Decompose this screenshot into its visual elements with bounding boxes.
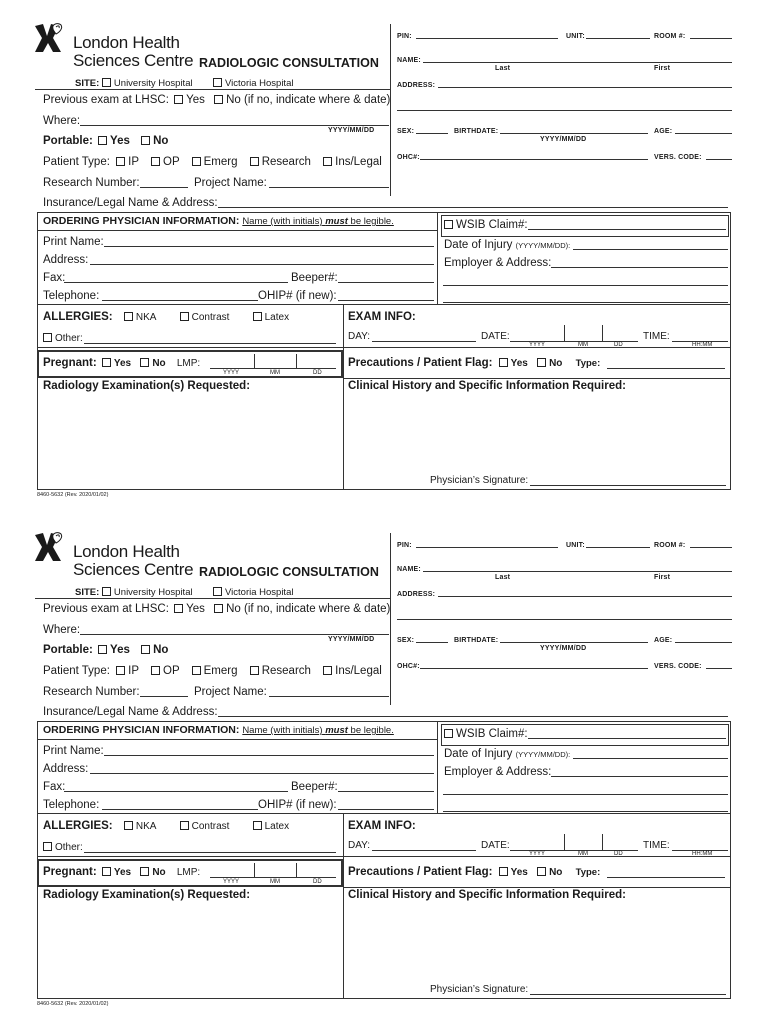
patient-address-field-2[interactable] bbox=[397, 110, 732, 111]
allergy-other-checkbox[interactable] bbox=[43, 333, 52, 342]
previous-exam-label: Previous exam at LHSC: bbox=[43, 94, 169, 106]
telephone-label: Telephone: bbox=[43, 290, 100, 302]
patient-type-research-checkbox[interactable] bbox=[250, 157, 259, 166]
ohip-field[interactable] bbox=[338, 300, 434, 301]
site-row bbox=[75, 587, 193, 598]
form-number: 8460-5632 (Rev. 2020/01/02) bbox=[37, 492, 109, 498]
consultation-form-top bbox=[0, 0, 770, 505]
ordering-header-label: ORDERING PHYSICIAN INFORMATION: bbox=[43, 724, 240, 736]
allergy-latex-checkbox[interactable] bbox=[253, 821, 262, 830]
exam-info-label: EXAM INFO: bbox=[348, 820, 416, 832]
patient-type-research-checkbox[interactable] bbox=[250, 666, 259, 675]
room-label: ROOM #: bbox=[654, 33, 686, 40]
form-title: RADIOLOGIC CONSULTATION bbox=[199, 56, 379, 70]
injury-date-field[interactable] bbox=[573, 249, 728, 250]
ordering-header-label: ORDERING PHYSICIAN INFORMATION: bbox=[43, 215, 240, 227]
patient-address-label: ADDRESS: bbox=[397, 591, 436, 598]
patient-type-research-label: Research bbox=[261, 665, 311, 677]
print-name-field[interactable] bbox=[104, 755, 434, 756]
ohc-label: OHC#: bbox=[397, 154, 420, 161]
previous-exam-yes-checkbox[interactable] bbox=[174, 604, 183, 613]
ohc-field[interactable] bbox=[420, 159, 648, 160]
previous-exam-yes-label: Yes bbox=[186, 603, 205, 615]
allergy-nka-checkbox[interactable] bbox=[124, 312, 133, 321]
patient-address-field-1[interactable] bbox=[438, 87, 732, 88]
precautions-type-label: Type: bbox=[575, 867, 601, 878]
allergies-row bbox=[43, 821, 289, 833]
patient-type-op-checkbox[interactable] bbox=[151, 157, 160, 166]
allergy-other-field[interactable] bbox=[84, 852, 336, 853]
patient-type-emerg-label: Emerg bbox=[203, 156, 238, 168]
clinical-history-label: Clinical History and Specific Information Required: bbox=[348, 889, 626, 901]
wsib-claim-row bbox=[444, 729, 528, 741]
first-name-caption: First bbox=[654, 65, 671, 72]
portable-row bbox=[43, 136, 168, 148]
project-name-field[interactable] bbox=[269, 696, 389, 697]
exam-time-label: TIME: bbox=[643, 331, 670, 342]
allergy-other-checkbox[interactable] bbox=[43, 842, 52, 851]
insurance-field[interactable] bbox=[218, 207, 728, 208]
ohip-label: OHIP# (if new): bbox=[258, 799, 337, 811]
injury-date-field[interactable] bbox=[573, 758, 728, 759]
exam-day-label: DAY: bbox=[348, 331, 371, 342]
exam-date-mm: MM bbox=[578, 342, 588, 348]
wsib-claim-checkbox[interactable] bbox=[444, 729, 453, 738]
ordering-header bbox=[43, 725, 394, 736]
lhsc-logo-icon bbox=[33, 22, 69, 54]
precautions-yes-label: Yes bbox=[510, 358, 528, 369]
wsib-claim-label: WSIB Claim#: bbox=[456, 728, 528, 740]
patient-address-field-1[interactable] bbox=[438, 596, 732, 597]
allergy-other-label: Other: bbox=[55, 842, 83, 853]
site-university-checkbox[interactable] bbox=[102, 78, 111, 87]
pregnant-yes-checkbox[interactable] bbox=[102, 358, 111, 367]
clinical-history-area[interactable] bbox=[346, 395, 726, 465]
project-name-label: Project Name: bbox=[194, 177, 267, 189]
previous-exam-row bbox=[43, 604, 390, 616]
lhsc-logo-icon bbox=[33, 531, 69, 563]
allergies-row bbox=[43, 312, 289, 324]
birthdate-format: YYYY/MM/DD bbox=[540, 136, 587, 143]
vers-code-label: VERS. CODE: bbox=[654, 663, 702, 670]
portable-yes-label: Yes bbox=[110, 644, 130, 656]
birthdate-field[interactable] bbox=[500, 133, 648, 134]
sex-field[interactable] bbox=[416, 133, 448, 134]
lmp-label: LMP: bbox=[176, 867, 201, 878]
physician-address-label: Address: bbox=[43, 763, 89, 775]
pregnant-row bbox=[43, 358, 200, 370]
wsib-claim-field[interactable] bbox=[528, 738, 726, 739]
room-field[interactable] bbox=[690, 547, 732, 548]
exam-time-label: TIME: bbox=[643, 840, 670, 851]
allergy-nka-label: NKA bbox=[135, 312, 157, 323]
room-field[interactable] bbox=[690, 38, 732, 39]
employer-label: Employer & Address: bbox=[444, 257, 552, 269]
physician-address-field[interactable] bbox=[90, 264, 434, 265]
wsib-claim-field[interactable] bbox=[528, 229, 726, 230]
previous-exam-no-label: No (if no, indicate where & date) bbox=[226, 94, 391, 106]
employer-field-3[interactable] bbox=[443, 302, 728, 303]
allergies-label: ALLERGIES: bbox=[43, 820, 113, 832]
site-label: SITE: bbox=[75, 78, 100, 89]
employer-field-3[interactable] bbox=[443, 811, 728, 812]
previous-exam-row bbox=[43, 95, 390, 107]
ordering-note: Name (with initials) must be legible. bbox=[242, 216, 394, 227]
employer-label: Employer & Address: bbox=[444, 766, 552, 778]
telephone-field[interactable] bbox=[102, 809, 258, 810]
precautions-yes-checkbox[interactable] bbox=[499, 867, 508, 876]
exam-day-field[interactable] bbox=[372, 850, 476, 851]
age-label: AGE: bbox=[654, 128, 673, 135]
sex-label: SEX: bbox=[397, 128, 415, 135]
precautions-no-label: No bbox=[549, 358, 563, 369]
print-name-field[interactable] bbox=[104, 246, 434, 247]
pregnant-no-checkbox[interactable] bbox=[140, 867, 149, 876]
unit-field[interactable] bbox=[586, 547, 650, 548]
fax-field[interactable] bbox=[64, 791, 288, 792]
patient-type-ip-checkbox[interactable] bbox=[116, 157, 125, 166]
where-date-format: YYYY/MM/DD bbox=[328, 127, 375, 134]
birthdate-label: BIRTHDATE: bbox=[454, 128, 499, 135]
portable-no-checkbox[interactable] bbox=[141, 136, 150, 145]
precautions-type-field[interactable] bbox=[607, 368, 725, 369]
age-label: AGE: bbox=[654, 637, 673, 644]
lmp-dd: DD bbox=[313, 370, 322, 376]
patient-type-row bbox=[43, 157, 382, 169]
research-number-field[interactable] bbox=[140, 696, 188, 697]
age-field[interactable] bbox=[675, 133, 732, 134]
unit-field[interactable] bbox=[586, 38, 650, 39]
patient-type-research-label: Research bbox=[261, 156, 311, 168]
precautions-row bbox=[348, 358, 600, 370]
portable-label: Portable: bbox=[43, 135, 93, 147]
precautions-yes-checkbox[interactable] bbox=[499, 358, 508, 367]
allergy-contrast-label: Contrast bbox=[191, 312, 230, 323]
patient-type-ip-checkbox[interactable] bbox=[116, 666, 125, 675]
site-victoria-checkbox[interactable] bbox=[213, 78, 222, 87]
portable-row bbox=[43, 645, 168, 657]
brand-name-line1: London Health bbox=[73, 542, 180, 561]
precautions-no-label: No bbox=[549, 867, 563, 878]
research-number-field[interactable] bbox=[140, 187, 188, 188]
patient-type-ip-label: IP bbox=[128, 665, 139, 677]
exam-date-yyyy: YYYY bbox=[529, 851, 546, 857]
last-name-caption: Last bbox=[495, 65, 511, 72]
pregnant-row bbox=[43, 867, 200, 879]
pregnant-no-checkbox[interactable] bbox=[140, 358, 149, 367]
previous-exam-no-label: No (if no, indicate where & date) bbox=[226, 603, 391, 615]
brand-name-line2: Sciences Centre bbox=[73, 51, 194, 70]
research-number-label: Research Number: bbox=[43, 686, 140, 698]
patient-name-label: NAME: bbox=[397, 57, 421, 64]
unit-label: UNIT: bbox=[566, 33, 585, 40]
previous-exam-yes-label: Yes bbox=[186, 94, 205, 106]
allergies-label: ALLERGIES: bbox=[43, 311, 113, 323]
precautions-row bbox=[348, 867, 600, 879]
precautions-label: Precautions / Patient Flag: bbox=[348, 357, 493, 369]
pregnant-label: Pregnant: bbox=[43, 866, 97, 878]
birthdate-format: YYYY/MM/DD bbox=[540, 645, 587, 652]
lmp-mm: MM bbox=[270, 879, 280, 885]
lmp-dd: DD bbox=[313, 879, 322, 885]
allergy-nka-label: NKA bbox=[135, 821, 157, 832]
site-victoria-label: Victoria Hospital bbox=[225, 587, 294, 598]
exam-date-dd: DD bbox=[614, 342, 623, 348]
previous-exam-no-checkbox[interactable] bbox=[214, 95, 223, 104]
site-victoria-option bbox=[213, 587, 293, 598]
ohip-field[interactable] bbox=[338, 809, 434, 810]
portable-yes-checkbox[interactable] bbox=[98, 136, 107, 145]
patient-type-legal-label: Ins/Legal bbox=[335, 665, 382, 677]
exam-time-format: HH:MM bbox=[692, 342, 713, 348]
fax-field[interactable] bbox=[64, 282, 288, 283]
site-university-checkbox[interactable] bbox=[102, 587, 111, 596]
birthdate-field[interactable] bbox=[500, 642, 648, 643]
exam-info-label: EXAM INFO: bbox=[348, 311, 416, 323]
beeper-label: Beeper#: bbox=[291, 781, 338, 793]
patient-name-field[interactable] bbox=[423, 571, 732, 572]
where-label: Where: bbox=[43, 624, 81, 636]
patient-type-ip-label: IP bbox=[128, 156, 139, 168]
lmp-yyyy: YYYY bbox=[223, 879, 240, 885]
exam-date-dd: DD bbox=[614, 851, 623, 857]
site-university-label: University Hospital bbox=[113, 587, 193, 598]
site-victoria-label: Victoria Hospital bbox=[225, 78, 294, 89]
allergy-contrast-checkbox[interactable] bbox=[180, 312, 189, 321]
patient-type-legal-checkbox[interactable] bbox=[323, 157, 332, 166]
ohip-label: OHIP# (if new): bbox=[258, 290, 337, 302]
allergy-contrast-checkbox[interactable] bbox=[180, 821, 189, 830]
injury-date-format: (YYYY/MM/DD): bbox=[515, 750, 571, 759]
precautions-yes-label: Yes bbox=[510, 867, 528, 878]
pregnant-yes-label: Yes bbox=[113, 358, 132, 369]
lmp-yyyy: YYYY bbox=[223, 370, 240, 376]
lmp-field[interactable] bbox=[210, 877, 336, 878]
where-field[interactable] bbox=[80, 125, 389, 126]
precautions-no-checkbox[interactable] bbox=[537, 358, 546, 367]
allergy-other-label: Other: bbox=[55, 333, 83, 344]
insurance-label: Insurance/Legal Name & Address: bbox=[43, 706, 218, 718]
signature-label: Physician’s Signature: bbox=[430, 475, 529, 486]
pregnant-yes-checkbox[interactable] bbox=[102, 867, 111, 876]
patient-address-label: ADDRESS: bbox=[397, 82, 436, 89]
exam-date-label: DATE: bbox=[481, 840, 510, 851]
pin-field[interactable] bbox=[416, 38, 558, 39]
research-number-label: Research Number: bbox=[43, 177, 140, 189]
injury-date-label: Date of Injury bbox=[444, 239, 513, 251]
patient-address-field-2[interactable] bbox=[397, 619, 732, 620]
previous-exam-yes-checkbox[interactable] bbox=[174, 95, 183, 104]
exam-date-label: DATE: bbox=[481, 331, 510, 342]
fax-label: Fax: bbox=[43, 272, 66, 284]
clinical-history-area[interactable] bbox=[346, 904, 726, 974]
patient-type-emerg-checkbox[interactable] bbox=[192, 157, 201, 166]
vers-code-field[interactable] bbox=[706, 159, 732, 160]
patient-type-legal-label: Ins/Legal bbox=[335, 156, 382, 168]
beeper-field[interactable] bbox=[338, 791, 434, 792]
patient-type-label: Patient Type: bbox=[43, 665, 110, 677]
form-title: RADIOLOGIC CONSULTATION bbox=[199, 565, 379, 579]
site-victoria-option bbox=[213, 78, 293, 89]
site-victoria-checkbox[interactable] bbox=[213, 587, 222, 596]
radiology-requested-label: Radiology Examination(s) Requested: bbox=[43, 380, 251, 392]
injury-date-row bbox=[444, 749, 570, 761]
pregnant-no-label: No bbox=[152, 358, 166, 369]
injury-date-label: Date of Injury bbox=[444, 748, 513, 760]
signature-field[interactable] bbox=[530, 994, 726, 995]
print-name-label: Print Name: bbox=[43, 236, 104, 248]
site-university-label: University Hospital bbox=[113, 78, 193, 89]
ohc-label: OHC#: bbox=[397, 663, 420, 670]
wsib-claim-checkbox[interactable] bbox=[444, 220, 453, 229]
sex-label: SEX: bbox=[397, 637, 415, 644]
lmp-mm: MM bbox=[270, 370, 280, 376]
precautions-type-label: Type: bbox=[575, 358, 601, 369]
patient-name-field[interactable] bbox=[423, 62, 732, 63]
portable-yes-checkbox[interactable] bbox=[98, 645, 107, 654]
employer-field-2[interactable] bbox=[443, 794, 728, 795]
portable-label: Portable: bbox=[43, 644, 93, 656]
radiology-requested-label: Radiology Examination(s) Requested: bbox=[43, 889, 251, 901]
injury-date-row bbox=[444, 240, 570, 252]
room-label: ROOM #: bbox=[654, 542, 686, 549]
telephone-field[interactable] bbox=[102, 300, 258, 301]
unit-label: UNIT: bbox=[566, 542, 585, 549]
insurance-field[interactable] bbox=[218, 716, 728, 717]
allergy-other-row bbox=[43, 333, 83, 344]
ordering-note: Name (with initials) must be legible. bbox=[242, 725, 394, 736]
fax-label: Fax: bbox=[43, 781, 66, 793]
portable-no-checkbox[interactable] bbox=[141, 645, 150, 654]
project-name-field[interactable] bbox=[269, 187, 389, 188]
portable-yes-label: Yes bbox=[110, 135, 130, 147]
pin-field[interactable] bbox=[416, 547, 558, 548]
pin-label: PIN: bbox=[397, 542, 412, 549]
portable-no-label: No bbox=[153, 135, 169, 147]
sex-field[interactable] bbox=[416, 642, 448, 643]
patient-type-legal-checkbox[interactable] bbox=[323, 666, 332, 675]
precautions-label: Precautions / Patient Flag: bbox=[348, 866, 493, 878]
lmp-label: LMP: bbox=[176, 358, 201, 369]
pregnant-yes-label: Yes bbox=[113, 867, 132, 878]
first-name-caption: First bbox=[654, 574, 671, 581]
precautions-type-field[interactable] bbox=[607, 877, 725, 878]
radiology-requested-area[interactable] bbox=[39, 904, 339, 996]
brand-name-line1: London Health bbox=[73, 33, 180, 52]
wsib-claim-label: WSIB Claim#: bbox=[456, 219, 528, 231]
patient-type-op-checkbox[interactable] bbox=[151, 666, 160, 675]
patient-type-emerg-checkbox[interactable] bbox=[192, 666, 201, 675]
telephone-label: Telephone: bbox=[43, 799, 100, 811]
patient-type-label: Patient Type: bbox=[43, 156, 110, 168]
wsib-claim-row bbox=[444, 220, 528, 232]
portable-no-label: No bbox=[153, 644, 169, 656]
site-row bbox=[75, 78, 193, 89]
patient-name-label: NAME: bbox=[397, 566, 421, 573]
signature-label: Physician’s Signature: bbox=[430, 984, 529, 995]
allergy-other-row bbox=[43, 842, 83, 853]
employer-field-1[interactable] bbox=[551, 776, 728, 777]
physician-address-field[interactable] bbox=[90, 773, 434, 774]
physician-address-label: Address: bbox=[43, 254, 89, 266]
allergy-nka-checkbox[interactable] bbox=[124, 821, 133, 830]
previous-exam-no-checkbox[interactable] bbox=[214, 604, 223, 613]
brand-name-line2: Sciences Centre bbox=[73, 560, 194, 579]
injury-date-format: (YYYY/MM/DD): bbox=[515, 241, 571, 250]
beeper-field[interactable] bbox=[338, 282, 434, 283]
where-field[interactable] bbox=[80, 634, 389, 635]
exam-date-mm: MM bbox=[578, 851, 588, 857]
consultation-form-bottom bbox=[0, 509, 770, 1014]
patient-type-op-label: OP bbox=[163, 665, 180, 677]
pin-label: PIN: bbox=[397, 33, 412, 40]
radiology-requested-area[interactable] bbox=[39, 395, 339, 487]
patient-type-row bbox=[43, 666, 382, 678]
exam-day-field[interactable] bbox=[372, 341, 476, 342]
project-name-label: Project Name: bbox=[194, 686, 267, 698]
allergy-other-field[interactable] bbox=[84, 343, 336, 344]
vers-code-label: VERS. CODE: bbox=[654, 154, 702, 161]
allergy-latex-label: Latex bbox=[264, 821, 290, 832]
patient-type-emerg-label: Emerg bbox=[203, 665, 238, 677]
previous-exam-label: Previous exam at LHSC: bbox=[43, 603, 169, 615]
age-field[interactable] bbox=[675, 642, 732, 643]
form-number: 8460-5632 (Rev. 2020/01/02) bbox=[37, 1001, 109, 1007]
exam-time-format: HH:MM bbox=[692, 851, 713, 857]
print-name-label: Print Name: bbox=[43, 745, 104, 757]
allergy-contrast-label: Contrast bbox=[191, 821, 230, 832]
vers-code-field[interactable] bbox=[706, 668, 732, 669]
employer-field-1[interactable] bbox=[551, 267, 728, 268]
exam-day-label: DAY: bbox=[348, 840, 371, 851]
site-label: SITE: bbox=[75, 587, 100, 598]
exam-date-yyyy: YYYY bbox=[529, 342, 546, 348]
precautions-no-checkbox[interactable] bbox=[537, 867, 546, 876]
ordering-header bbox=[43, 216, 394, 227]
insurance-label: Insurance/Legal Name & Address: bbox=[43, 197, 218, 209]
pregnant-no-label: No bbox=[152, 867, 166, 878]
clinical-history-label: Clinical History and Specific Information Required: bbox=[348, 380, 626, 392]
employer-field-2[interactable] bbox=[443, 285, 728, 286]
pregnant-label: Pregnant: bbox=[43, 357, 97, 369]
signature-field[interactable] bbox=[530, 485, 726, 486]
where-label: Where: bbox=[43, 115, 81, 127]
beeper-label: Beeper#: bbox=[291, 272, 338, 284]
last-name-caption: Last bbox=[495, 574, 511, 581]
lmp-field[interactable] bbox=[210, 368, 336, 369]
birthdate-label: BIRTHDATE: bbox=[454, 637, 499, 644]
where-date-format: YYYY/MM/DD bbox=[328, 636, 375, 643]
allergy-latex-label: Latex bbox=[264, 312, 290, 323]
patient-type-op-label: OP bbox=[163, 156, 180, 168]
allergy-latex-checkbox[interactable] bbox=[253, 312, 262, 321]
ohc-field[interactable] bbox=[420, 668, 648, 669]
